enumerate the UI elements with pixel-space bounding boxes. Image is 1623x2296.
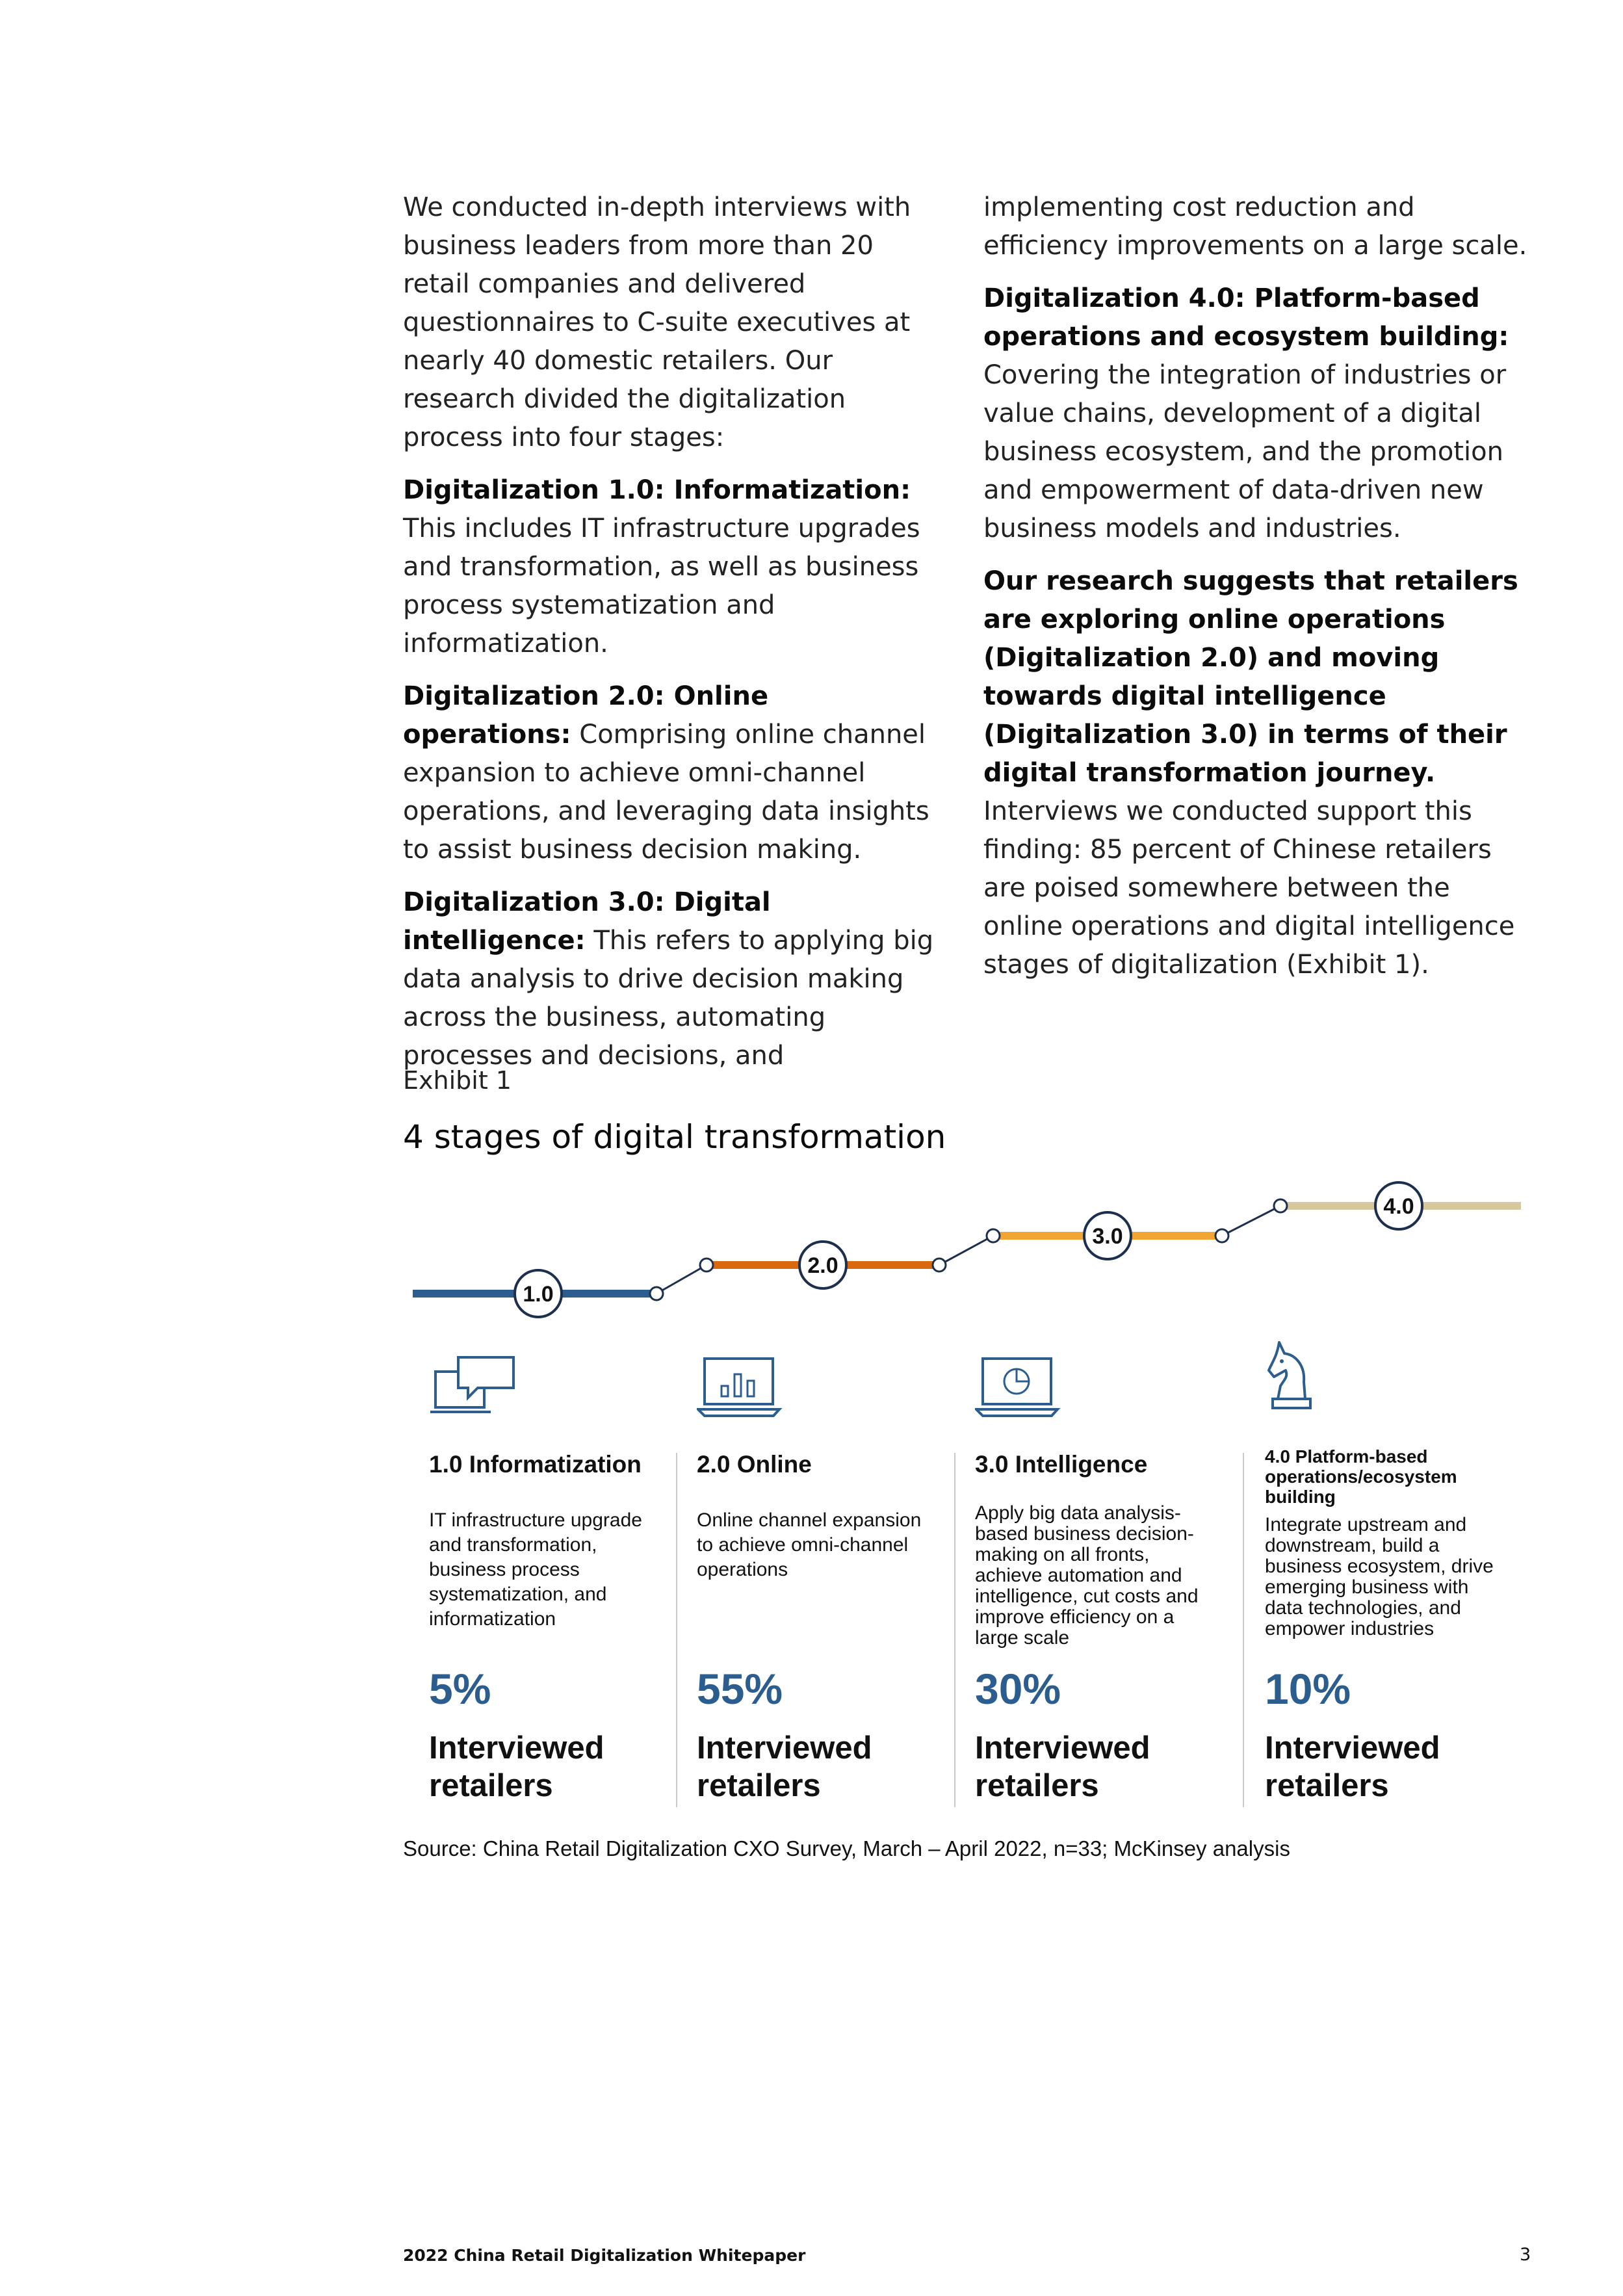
stage-staircase: [390, 1170, 1534, 1326]
joint-6: [1274, 1199, 1287, 1212]
joint-2: [700, 1259, 713, 1272]
badge-1: [515, 1270, 562, 1317]
stage-3-percent: 30%: [975, 1665, 1061, 1713]
connector-2-3: [939, 1236, 993, 1265]
stage-1-description: IT infrastructure upgrade and transformation, business process systematization, and informatization: [429, 1509, 642, 1630]
stage-4-heading: Digitalization 4.0: Platform-based operations and ecosystem building:: [983, 283, 1509, 352]
svg-text:4.0: 4.0: [1383, 1194, 1414, 1219]
svg-text:2.0: 2.0: [807, 1253, 838, 1278]
stage-1-heading: Digitalization 1.0: Informatization:: [403, 475, 911, 505]
research-finding-paragraph: Our research suggests that retailers are exploring online operations (Digitalization 2.0) and moving towards digital intelligence (Digitalization 3.0) in terms of their digital transformation journey. Interviews we conducted support this finding: 85 percent of Chinese retailers are poised somewhere between the online operations and digital intelligence stages of digitalization (Exhibit 1).: [983, 566, 1518, 980]
stage-4-paragraph: Digitalization 4.0: Platform-based operations and ecosystem building: Covering the integration of industries or value chains, development of a digital business ecosystem, and the promotion and empowerment of data-driven new business models and industries.: [983, 283, 1509, 543]
stage-4-description: Integrate upstream and downstream, build a business ecosystem, drive emerging business with data technologies, and empower industries: [1265, 1514, 1494, 1639]
stage-1-label: Interviewed retailers: [429, 1730, 604, 1803]
stage-3-heading: Digitalization 3.0: Digital intelligence:: [403, 887, 771, 956]
stage-1-paragraph: Digitalization 1.0: Informatization: This includes IT infrastructure upgrades and transformation, as well as business process systematization and informatization.: [403, 475, 920, 659]
stage-1-percent: 5%: [429, 1665, 491, 1713]
stage-2-label: Interviewed retailers: [697, 1730, 872, 1803]
pie-chart-laptop-icon: [975, 1352, 1066, 1424]
stage-1-title: 1.0 Informatization: [429, 1451, 642, 1478]
svg-text:3.0: 3.0: [1092, 1224, 1123, 1249]
exhibit-label: Exhibit 1: [403, 1066, 512, 1095]
joint-1: [650, 1287, 663, 1300]
stage-3-description: Apply big data analysis-based business decision-making on all fronts, achieve automation and intelligence, cut costs and improve efficiency on a large scale: [975, 1502, 1199, 1649]
joint-5: [1215, 1229, 1228, 1242]
stage-2-paragraph: Digitalization 2.0: Online operations: Comprising online channel expansion to achieve omni-channel operations, and leveraging data insights to assist business decision making.: [403, 681, 929, 865]
stage-3-paragraph: Digitalization 3.0: Digital intelligence: This refers to applying big data analysis to drive decision making across the business, automating processes and decisions, and: [403, 887, 934, 1071]
chat-laptop-icon: [429, 1352, 520, 1424]
exhibit-title: 4 stages of digital transformation: [403, 1118, 946, 1156]
stage-3-continued-paragraph: implementing cost reduction and efficiency improvements on a large scale.: [983, 192, 1527, 261]
left-text-column: [403, 189, 942, 1089]
column-divider-3: [1243, 1453, 1244, 1807]
stage-4-percent: 10%: [1265, 1665, 1351, 1713]
stage-2-description: Online channel expansion to achieve omni-channel operations: [697, 1509, 922, 1580]
exhibit-source: Source: China Retail Digitalization CXO Survey, March – April 2022, n=33; McKinsey analysis: [403, 1836, 1290, 1860]
stage-2-title: 2.0 Online: [697, 1451, 812, 1478]
connector-1-2: [656, 1265, 707, 1294]
intro-paragraph: We conducted in-depth interviews with business leaders from more than 20 retail companies and delivered questionnaires to C-suite executives at nearly 40 domestic retailers. Our research divided the digitalization process into four stages:: [403, 192, 911, 452]
stage-2-heading: Digitalization 2.0: Online operations:: [403, 681, 769, 750]
page-number: 3: [1520, 2245, 1531, 2265]
bar-chart-laptop-icon: [697, 1352, 788, 1424]
stage-3-title: 3.0 Intelligence: [975, 1451, 1148, 1478]
stage-4-title: 4.0 Platform-based operations/ecosystem building: [1265, 1446, 1457, 1507]
joint-3: [933, 1259, 946, 1272]
connector-3-4: [1222, 1206, 1280, 1236]
footer-title: 2022 China Retail Digitalization Whitepaper: [403, 2246, 806, 2265]
stage-3-label: Interviewed retailers: [975, 1730, 1150, 1803]
stage-2-percent: 55%: [697, 1665, 783, 1713]
svg-text:1.0: 1.0: [523, 1282, 554, 1307]
badge-4: [1375, 1182, 1422, 1229]
joint-4: [987, 1229, 1000, 1242]
badge-3: [1084, 1212, 1131, 1259]
right-text-column: [983, 189, 1536, 998]
chess-knight-icon: [1260, 1339, 1351, 1417]
column-divider-2: [954, 1453, 955, 1807]
column-divider-1: [676, 1453, 677, 1807]
stage-4-label: Interviewed retailers: [1265, 1730, 1440, 1803]
research-finding-heading: Our research suggests that retailers are exploring online operations (Digitalization 2.0) and moving towards digital intelligence (Digitalization 3.0) in terms of their digital transformation journey.: [983, 566, 1518, 788]
badge-2: [799, 1242, 846, 1288]
